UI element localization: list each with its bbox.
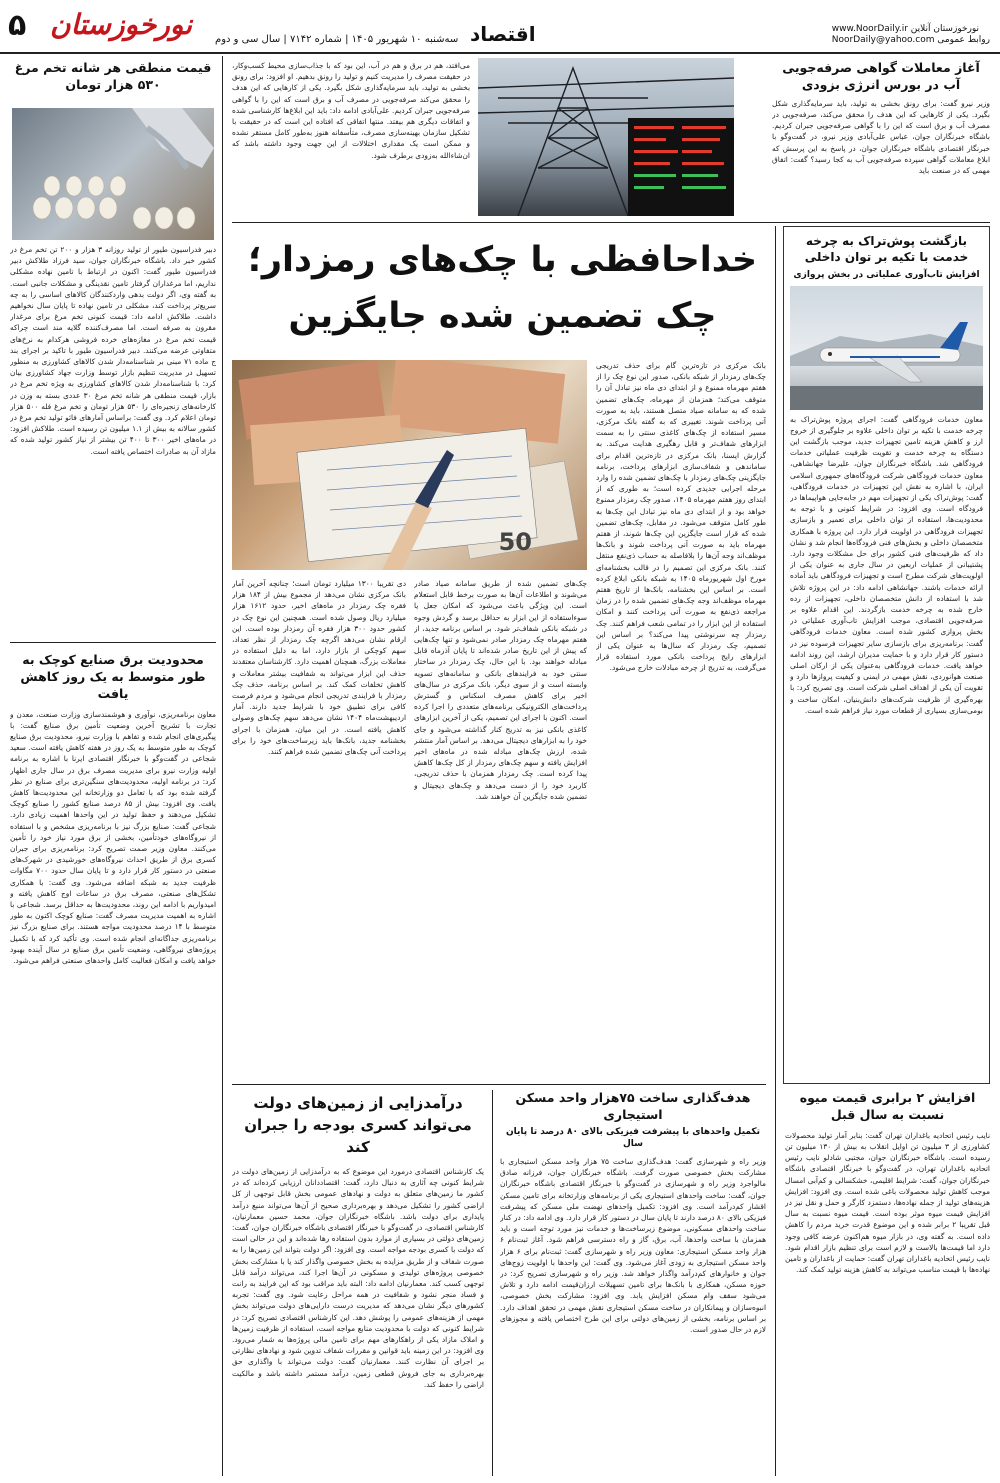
checks-photo: [232, 360, 587, 570]
article-land: [232, 1092, 484, 1483]
section-title: اقتصاد: [470, 22, 536, 46]
article-fruit-prices: [785, 1090, 990, 1470]
page-number: ۵: [8, 8, 27, 43]
eggs-photo: [12, 108, 214, 240]
masthead: [0, 0, 1000, 54]
article-flights-box: [783, 226, 990, 1084]
newspaper-logo[interactable]: نورخوزستان: [50, 8, 193, 41]
article-subtitle: افزایش تاب‌آوری عملیاتی در بخش پروازی: [793, 270, 980, 281]
article-body: وزیر راه و شهرسازی گفت: هدف‌گذاری ساخت ۷۵ هزار واحد مسکن استیجاری با مشارکت بخش خصوصی صورت گرفت. باشگاه خبرنگاران جوان، فرزانه صادق مالواجرد وزیر راه و شهرسازی در گفت‌وگو با خبرنگار اقتصادی باشگاه خبرنگاران جوان، گفت: ساخت واحدهای استیجاری یکی از برنامه‌های وزارتخانه برای تامین مسکن اقشار کم‌درآمد است. وی افزود: تکمیل واحدهای نهضت ملی مسکن که پیشرفت فیزیکی بالای ۸۰ درصد دارند تا پایان سال در دستور کار قرار دارد. وی ادامه داد: در کنار ساخت واحدهای مسکونی، موضوع زیرساخت‌ها و خدمات نیز مورد توجه است و باید همزمان با ساخت واحدها، آب، برق، گاز و راه دسترسی فراهم شود. آغاز ثبت‌نام ۶ هزار واحد مسکن استیجاری: معاون وزیر راه و شهرسازی گفت: ثبت‌نام برای ۶ هزار واحد مسکن استیجاری به زودی آغاز می‌شود. وی گفت: این واحدها با اولویت زوج‌های جوان و خانوارهای کم‌درآمد واگذار خواهد شد. وزیر راه و شهرسازی تصریح کرد: در حوزه مسکن، همکاری با بانک‌ها برای تامین تسهیلات ارزان‌قیمت ادامه دارد و تلاش می‌شود سقف وام مسکن افزایش یابد. وی افزود: مشارکت بخش خصوصی، انبوه‌سازان و پیمانکاران در ساخت مسکن استیجاری نقش مهمی در تحقق اهداف دارد. بر اساس برنامه، بخشی از زمین‌های دولتی برای این طرح اختصاص یافته و مجوزهای لازم در حال صدور است.: [500, 1157, 766, 1335]
article-housing: [500, 1090, 766, 1483]
article-body: نایب رئیس اتحادیه باغداران تهران گفت: بنابر آمار تولید محصولات کشاورزی از ۳ میلیون تن اوایل انقلاب به بیش از ۱۳۰ میلیون تن رسیده است. باشگاه خبرنگاران جوان، مجتبی شادلو نایب رئیس اتحادیه باغداران تهران، در گفت‌وگو با خبرنگار اقتصادی باشگاه خبرنگاران جوان، گفت: شرایط اقلیمی، خشکسالی و کم‌آبی امسال موجب کاهش تولید محصولات باغی شده است. وی افزود: افزایش هزینه‌های تولید از جمله نهاده‌ها، دستمزد کارگر و حمل و نقل نیز در افزایش قیمت میوه موثر بوده است. قیمت میوه نسبت به سال قبل تقریبا ۲ برابر شده و این موضوع قدرت خرید مردم را کاهش داده است. به گفته وی، در بازار میوه هم‌اکنون عرضه کافی وجود دارد اما قیمت‌ها بالاست و لازم است برای تنظیم بازار اقدام شود. نایب رئیس اتحادیه باغداران تهران گفت: حمایت از باغداران و تامین نهاده‌ها با قیمت مناسب می‌تواند به کاهش هزینه تولید کمک کند.: [785, 1130, 990, 1275]
divider: [10, 642, 216, 643]
divider: [232, 1084, 766, 1085]
email-link[interactable]: NoorDaily@yahoo.com روابط عمومی: [831, 35, 990, 45]
website-link[interactable]: www.NoorDaily.ir نورخوزستان آنلاین: [831, 24, 980, 34]
dateline: سه‌شنبه ۱۰ شهریور ۱۴۰۵ | شماره ۷۱۴۲ | سال سی و دوم: [215, 34, 459, 45]
divider: [232, 222, 990, 223]
main-article-col3: دی تقریبا ۱۳۰۰ میلیارد تومان است؛ چنانچه آخرین آمار بانک مرکزی نشان می‌دهد از مجموع بیش از ۱۸۴ هزار فقره چک رمزدار در ماه‌های اخیر، حدود ۱۶۱۲ هزار میلیارد ریال وصول شده است. همچنین این نوع چک در کشور حدود ۳۰۰ هزار فقره آن رمزدار بوده است. این ارقام نشان می‌دهد اگرچه چک رمزدار از نظر تعداد، سهم کوچکی از بازار دارد، اما به دلیل استفاده در معاملات بزرگ، همچنان اهمیت دارد. کارشناسان معتقدند حذف این ابزار می‌تواند به شفافیت بیشتر معاملات و کاهش تخلفات کمک کند. بر اساس برنامه، حذف چک رمزدار با فرایندی تدریجی انجام می‌شود و مردم فرصت کافی برای تطبیق خود با شرایط جدید دارند. آمار اردیبهشت‌ماه ۱۴۰۴ نشان می‌دهد سهم چک‌های وصولی کاهش یافته است. در این میان، همزمان با اجرای بخشنامه جدید، بانک‌ها باید زیرساخت‌های خود را برای پرداخت آنی چک‌های تضمین شده فراهم کنند.: [232, 579, 406, 757]
airplane-photo: [790, 286, 983, 410]
article-body: معاون برنامه‌ریزی، نوآوری و هوشمندسازی وزارت صنعت، معدن و تجارت با تشریح آخرین وضعیت تأمین برق صنایع گفت: با پیگیری‌های انجام شده و تفاهم با وزارت نیرو، محدودیت برق صنایع کوچک به طور متوسط به یک روز در هفته کاهش یافته است. سعید شجاعی در گفت‌وگو با خبرنگار اقتصادی ایرنا با اشاره به برنامه اولیه وزارت نیرو برای مدیریت مصرف برق در سال جاری اظهار کرد: در برنامه اولیه، محدودیت‌های سنگین‌تری برای صنایع در نظر گرفته شده بود که با تعامل دو وزارتخانه این محدودیت‌ها کاهش یافت. وی افزود: بیش از ۸۵ درصد صنایع کشور را صنایع کوچک تشکیل می‌دهند و حفظ تولید در این واحدها اهمیت زیادی دارد. شجاعی گفت: صنایع بزرگ نیز با برنامه‌ریزی مشخص و با استفاده از نیروگاه‌های خودتأمین، بخشی از برق مورد نیاز خود را تأمین می‌کنند. معاون وزیر صمت تصریح کرد: برنامه‌ریزی برای جبران کسری برق از طریق احداث نیروگاه‌های خورشیدی در شهرک‌های صنعتی در دستور کار قرار دارد و تا پایان سال حدود ۷۰۰ مگاوات ظرفیت جدید به شبکه اضافه می‌شود. وی گفت: با همکاری تشکل‌های صنعتی، مصرف برق در ساعات اوج کاهش یافته و امیدواریم با ادامه این روند، محدودیت‌ها به حداقل برسد. شجاعی با اشاره به اهمیت مدیریت مصرف گفت: صنایع کوچک اکنون به طور متوسط با ۱۴ درصد محدودیت مواجه هستند. برای صنایع بزرگ نیز برنامه‌ریزی جداگانه‌ای انجام شده است. وی تأکید کرد که با تکمیل پروژه‌های نیروگاهی، وضعیت تأمین برق صنایع در سال آینده بهبود خواهد یافت و امکان فعالیت کامل واحدهای صنعتی فراهم می‌شود.: [10, 709, 216, 966]
article-small-industry: [10, 652, 216, 1449]
airplane-illustration: [790, 286, 983, 410]
article-body: یک کارشناس اقتصادی درمورد این موضوع که به درآمدزایی از زمین‌های دولت در شرایط کنونی چه آثاری به دنبال دارد، گفت: اقتصاددانان ارزیابی کرده‌اند که در کشور ما زمین‌های متعلق به دولت و نهادهای عمومی بخش قابل توجهی از کل اراضی کشور را تشکیل می‌دهد و بهره‌برداری صحیح از آن‌ها می‌تواند منبع درآمد پایداری برای دولت باشد. باشگاه خبرنگاران جوان، محمد حسین معمارنیان، کارشناس اقتصادی، در گفت‌وگو با خبرنگار اقتصادی باشگاه خبرنگاران جوان، گفت: زمین‌های دولتی در بسیاری از موارد بدون استفاده رها شده‌اند و این در حالی است که دولت با کسری بودجه مواجه است. وی افزود: اگر دولت بتواند این زمین‌ها را به صورت شفاف و از طریق مزایده به بخش خصوصی واگذار کند یا با مشارکت بخش خصوصی پروژه‌های تولیدی و مسکونی در آن‌ها اجرا کند، می‌تواند درآمد قابل توجهی کسب کند. معمارنیان ادامه داد: البته باید مراقب بود که این فرایند به رانت و فساد منجر نشود و شفافیت در همه مراحل رعایت شود. وی گفت: تجربه کشورهای دیگر نشان می‌دهد که مدیریت درست دارایی‌های دولت می‌تواند بخش مهمی از هزینه‌های عمومی را پوشش دهد. این کارشناس اقتصادی تصریح کرد: در شرایط کنونی که دولت با محدودیت منابع مواجه است، استفاده از ظرفیت زمین‌ها و املاک مازاد یکی از راهکارهای مهم برای تامین مالی پروژه‌ها به شمار می‌رود. وی افزود: در این زمینه باید قوانین و مقررات شفاف تدوین شود و نهادهای نظارتی بر اجرای آن نظارت کنند. معمارنیان گفت: دولت می‌تواند با واگذاری حق بهره‌برداری به جای فروش قطعی زمین، درآمد مستمر داشته باشد و مالکیت اراضی را حفظ کند.: [232, 1167, 484, 1389]
article-title: محدودیت برق صنایع کوچک به طور متوسط به یک روز کاهش یافت: [20, 652, 206, 701]
article-title: هدف‌گذاری ساخت ۷۵هزار واحد مسکن استیجاری: [515, 1090, 751, 1122]
article-title: درآمدزایی از زمین‌های دولت می‌تواند کسری بودجه را جبران کند: [244, 1094, 472, 1156]
column-rule: [222, 56, 223, 1476]
main-article-col1: بانک مرکزی در تازه‌ترین گام برای حذف تدریجی چک‌های رمزدار از شبکه بانکی، صدور این نوع چک را از هفتم مهرماه ممنوع و از ابتدای دی ماه نیز تبادل آن را متوقف می‌کند؛ همزمان از مهرماه، چک‌های تضمین شده که به سامانه صیاد متصل هستند، باید به صورت آنی پرداخت شوند. تغییری که به گفته بانک مرکزی، مسیر استفاده از چک‌های کاغذی سنتی را به سمت ابزارهای شفاف‌تر و قابل رهگیری هدایت می‌کند. به گزارش ایسنا، بانک مرکزی در تازه‌ترین اقدام برای ساماندهی و شفاف‌سازی ابزارهای پرداخت، برنامه جایگزینی چک‌های رمزدار با چک‌های تضمین شده را وارد مرحله اجرایی جدیدی کرده است؛ به طوری که از ابتدای روز هفتم مهرماه ۱۴۰۵، صدور چک رمزدار ممنوع خواهد بود و از ابتدای دی ماه نیز تبادل این چک‌ها به طور کامل متوقف می‌شود. در مقابل، چک‌های تضمین شده که قرار است جایگزین این چک‌ها شوند، از هفتم مهرماه باید به صورت آنی پرداخت شوند و بانک‌ها موظف‌اند وجه آن‌ها را بلافاصله به حساب ذی‌نفع منتقل کنند. بانک مرکزی این تصمیم را در قالب بخشنامه‌ای مورخ اول شهریورماه ۱۴۰۵ به شبکه بانکی ابلاغ کرده است. بر اساس این بخشنامه، بانک‌ها از تاریخ هفتم مهرماه موظف‌اند وجه چک‌های تضمین شده را در زمان مراجعه ذی‌نفع به صورت آنی پرداخت کنند و امکان استفاده از این ابزار را در تمامی شعب فراهم کنند. چک رمزدار چه سرنوشتی پیدا می‌کند؟ بر اساس این تصمیم، چک رمزدار که سال‌ها به عنوان یکی از ابزارهای رایج پرداخت بانکی مورد استفاده قرار می‌گرفت، به تدریج از چرخه مبادلات خارج می‌شود.: [596, 361, 766, 673]
egg-tray-illustration: [12, 108, 214, 240]
article-body: معاون خدمات فرودگاهی گفت: اجرای پروژه پوش‌تراک به چرخه خدمت با تکیه بر توان داخلی علاوه بر جلوگیری از خروج ارز و کاهش هزینه تامین تجهیزات جدید، موجب بازگشت این دستگاه به چرخه خدمت و تقویت ظرفیت عملیاتی خدمات فرودگاهی شد. باشگاه خبرنگاران جوان، علیرضا جهانشاهی، معاون خدمات فرودگاهی شرکت فرودگاه‌های جمهوری اسلامی ایران، با اشاره به نقش این تجهیزات در خدمات فرودگاهی، گفت: پوش‌تراک یکی از تجهیزات مهم در جابه‌جایی هواپیماها در فرودگاه است. وی افزود: در شرایط کنونی و با توجه به محدودیت‌ها، استفاده از توان داخلی برای تعمیر و بازسازی تجهیزات فرودگاهی در اولویت قرار دارد. این پروژه با همکاری متخصصان داخلی و بخش‌های فنی فرودگاه‌ها انجام شد و نشان داد که ظرفیت‌های فنی کشور برای حل مشکلات وجود دارد. پشتیبانی از عملیات اربعین در سال جاری به عنوان یکی از اولویت‌های شرکت مطرح است و تجهیزات فرودگاهی باید آماده ارائه خدمات باشند. جهانشاهی ادامه داد: در این پروژه تلاش شد با استفاده از دانش متخصصان داخلی، تجهیزات از رده خارج شده به چرخه خدمت بازگردند. این اقدام علاوه بر صرفه‌جویی اقتصادی، موجب افزایش تاب‌آوری عملیاتی در بخش پروازی کشور شده است. معاون خدمات فرودگاهی گفت: برنامه‌ریزی برای بازسازی سایر تجهیزات فرسوده نیز در دستور کار قرار دارد و با حمایت مدیران ارشد، این روند ادامه خواهد یافت. خدمات فرودگاهی به‌عنوان یکی از ارکان اصلی صنعت هوانوردی، نقش مهمی در ایمنی و کیفیت پروازها دارد و تقویت آن یکی از اهداف اصلی شرکت است. وی تصریح کرد: با بهره‌گیری از ظرفیت شرکت‌های دانش‌بنیان، امکان ساخت و بومی‌سازی بسیاری از قطعات مورد نیاز فراهم شده است.: [790, 414, 983, 715]
svg-text:50: 50: [498, 528, 532, 556]
article-title: آغاز معاملات گواهی صرفه‌جویی آب در بورس انرژی بزودی: [782, 60, 980, 92]
power-tower-illustration: [478, 58, 734, 216]
article-water-bourse-continued: می‌افتد، هم در برق و هم در آب، این بود که با جذاب‌سازی محیط کسب‌وکار، در حقیقت مصرف را مدیریت کنیم و تولید را رونق بدهیم. او افزود: برای رونق بخشی به تولید، باید سرمایه‌گذاری شکل بگیرد. یکی از کارهایی که این هدف را محقق می‌کند صرفه‌جویی در مصرف آب و برق است که این را با گواهی صرفه‌جویی جبران کردیم. علی‌آبادی ادامه داد: باید این ابلاغ‌ها کارشناسی شده و اتفاقات دیگری هم بیفتد. منتها اتفاقی که افتاده این است که در حقیقت با تشکیل سازمان بهینه‌سازی مصرف، متأسفانه هنوز به‌طور کامل مستقر نشده و ممکن است یک مقداری اختلالات از این جهت وجود داشته باشد که ان‌شاءالله به‌زودی برطرف شود.: [232, 61, 470, 160]
column-rule: [492, 1090, 493, 1476]
main-article-col2: چک‌های تضمین شده از طریق سامانه صیاد صادر می‌شوند و اطلاعات آن‌ها به صورت برخط قابل استعلام است. این ویژگی باعث می‌شود که امکان جعل یا سوءاستفاده از این ابزار به حداقل برسد و گردش وجوه در شبکه بانکی شفاف‌تر شود. بر اساس برنامه جدید، از هفتم مهرماه چک رمزدار صادر نمی‌شود و تنها چک‌هایی که پیش از این تاریخ صادر شده‌اند تا پایان آذرماه قابل مبادله خواهند بود. با این حال، چک رمزدار در ساختار سنتی خود به فرایندهای بانکی و سامانه‌های تسویه وابسته است و از سوی دیگر، بانک مرکزی در سال‌های اخیر برای کاهش مصرف اسکناس و گسترش پرداخت‌های الکترونیکی برنامه‌های متعددی را اجرا کرده است. اکنون با اجرای این تصمیم، یکی از آخرین ابزارهای کاغذی بانکی نیز به تدریج کنار گذاشته می‌شود و جای خود را به ابزارهای دیجیتال می‌دهد. بر اساس آمار منتشر شده، ارزش چک‌های مبادله شده در ماه‌های اخیر افزایش یافته و سهم چک‌های رمزدار از کل چک‌ها کاهش پیدا کرده است. چک رمزدار همزمان با حذف تدریجی، کاربرد خود را از دست می‌دهد و چک‌های دیجیتال و تضمین شده جایگزین آن خواهند شد.: [414, 579, 587, 801]
article-title: افزایش ۲ برابری قیمت میوه نسبت به سال قبل: [799, 1090, 976, 1122]
main-headline: خداحافظی با چک‌های رمزدار؛ چک تضمین شده جایگزین: [247, 240, 758, 336]
site-info: [832, 24, 990, 46]
article-eggs: [10, 60, 216, 94]
power-tower-photo: [478, 58, 734, 216]
column-rule: [775, 226, 776, 1476]
article-subtitle: تکمیل واحدهای با پیشرفت فیزیکی بالای ۸۰ درصد تا پایان سال: [505, 1126, 761, 1149]
article-water-bourse: [772, 60, 990, 204]
article-title: قیمت منطقی هر شانه تخم مرغ ۵۳۰ هزار تومان: [14, 60, 212, 92]
article-title: بازگشت پوش‌تراک به چرخه خدمت با تکیه بر توان داخلی: [804, 234, 969, 265]
article-eggs-body: دبیر فدراسیون طیور از تولید روزانه ۳ هزار و ۲۰۰ تن تخم مرغ در کشور خبر داد. باشگاه خبرنگاران جوان، سید فرزاد طلاکش دبیر فدراسیون طیور گفت: اکنون در ارتباط با تامین نهاده مشکلی نداریم، اما مرغداران گرفتار تامین نقدینگی و مشکلات جانبی است. به گفته وی، اگر دولت بدهی واردکنندگان کالاهای اساسی را به چه سریع‌تر پرداخت کند، مشکلی در تامین نهاده تا پایان سال نخواهیم داشت. طلاکش ادامه داد: قیمت کنونی تخم مرغ برای مرغدار مقرون به صرفه است. اما مصرف‌کننده گلایه مند است چراکه قیمت تخم مرغ در مغازه‌های خرده فروشی هرکدام به نرخ‌های متفاوتی عرضه می‌کنند. دبیر فدراسیون طیور با تاکید بر اجرای بند ج ماده ۷۱ مبنی بر شناسنامه‌دار شدن کالاهای کشاورزی به منظور تسهیل در مدیریت تنظیم بازار توسط وزارت جهاد کشاورزی بیان کرد: با شناسنامه‌دار شدن کالاهای کشاورزی به ویژه تخم مرغ در بازار، قیمت منطقی هر شانه تخم مرغ ۳۰ عددی بسته به وزن در کارخانه‌های زنجیره‌ای را ۵۳۰ هزار تومان و تخم مرغ فله ۵۰۰ هزار تومان اعلام کرد. وی گفت: براساس آمارهای فائو تولید تخم مرغ در کشور سالانه به بیش از ۱.۱ میلیون تن رسیده است. طلاکش افزود: در ماه‌های اخیر ۳۰۰ تا ۴۰۰ تن بیشتر از نیاز کشور تولید شده که مازاد آن به صادرات اختصاص یافته است.: [10, 245, 216, 456]
article-body: وزیر نیرو گفت: برای رونق بخشی به تولید، باید سرمایه‌گذاری شکل بگیرد. یکی از کارهایی که این هدف را محقق می‌کند، صرفه‌جویی در مصرف آب و برق است که این را با گواهی صرفه‌جویی جبران کردیم. باشگاه خبرنگاران جوان، عباس علی‌آبادی وزیر نیرو، در گفت‌وگو با خبرنگار اقتصادی باشگاه خبرنگاران جوان، در پاسخ به این پرسش که ابلاغ معاملات گواهی سپرده صرفه‌جویی آب به کجا رسید؟ گفت: اتفاق مهمی که در صنعت باید: [772, 98, 990, 175]
checks-illustration: [232, 360, 587, 570]
